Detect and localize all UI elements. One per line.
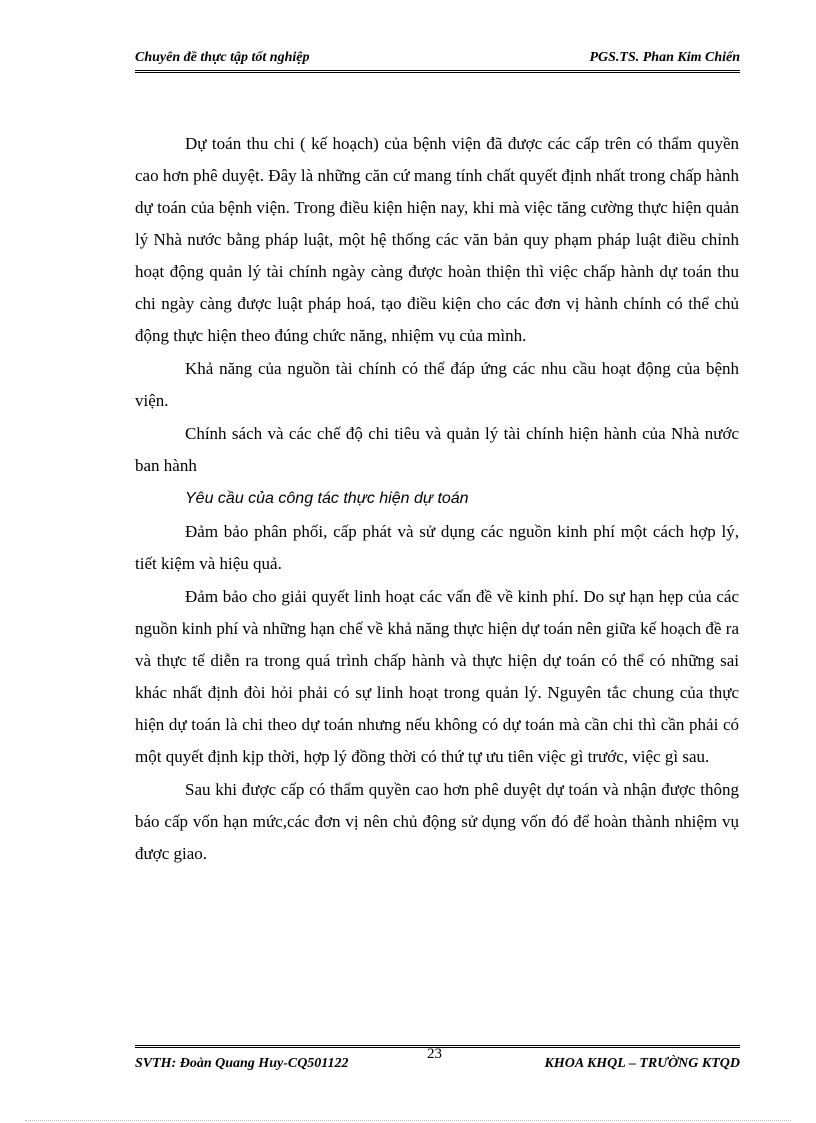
footer-student: SVTH: Đoàn Quang Huy-CQ501122	[135, 1056, 349, 1071]
paragraph-financial-capacity: Khả năng của nguồn tài chính có thể đáp ứng các nhu cầu hoạt động của bệnh viện.	[135, 359, 739, 410]
header-supervisor: PGS.TS. Phan Kim Chiến	[589, 50, 740, 65]
page-footer	[135, 1045, 740, 1080]
footer-faculty: KHOA KHQL – TRƯỜNG KTQD	[544, 1056, 740, 1071]
paragraph-after-approval: Sau khi được cấp có thẩm quyền cao hơn phê duyệt dự toán và nhận được thông báo cấp vốn hạn mức,các đơn vị nên chủ động sử dụng vốn đó để hoàn thành nhiệm vụ được giao.	[135, 780, 739, 863]
page-body	[135, 128, 739, 871]
paragraph-policy: Chính sách và các chế độ chi tiêu và quản lý tài chính hiện hành của Nhà nước ban hành	[135, 424, 739, 475]
page-number: 23	[427, 1046, 442, 1062]
header-document-title: Chuyên đề thực tập tốt nghiệp	[135, 50, 310, 65]
section-subheading: Yêu cầu của công tác thực hiện dự toán	[185, 490, 469, 507]
paragraph-budget-approval: Dự toán thu chi ( kế hoạch) của bệnh viện đã được các cấp trên có thẩm quyền cao hơn phê duyệt. Đây là những căn cứ mang tính chất quyết định nhất trong chấp hành dự toán của bệnh viện. Trong điều kiện hiện nay, khi mà việc tăng cường thực hiện quản lý Nhà nước bằng pháp luật, một hệ thống các văn bản quy phạm pháp luật điều chỉnh hoạt động quản lý tài chính ngày càng được hoàn thiện thì việc chấp hành dự toán thu chi ngày càng được luật pháp hoá, tạo điều kiện cho các đơn vị hành chính có thể chủ động thực hiện theo đúng chức năng, nhiệm vụ của mình.	[135, 134, 739, 345]
page-header	[135, 48, 740, 73]
paragraph-flexibility: Đảm bảo cho giải quyết linh hoạt các vấn đề về kinh phí. Do sự hạn hẹp của các nguồn kinh phí và những hạn chế về khả năng thực hiện dự toán nên giữa kế hoạch đề ra và thực tế diễn ra trong quá trình chấp hành và thực hiện dự toán có thể có những sai khác nhất định đòi hỏi phải có sự linh hoạt trong quản lý. Nguyên tắc chung của thực hiện dự toán là chi theo dự toán nhưng nếu không có dự toán mà cần chi thì cần phải có một quyết định kịp thời, hợp lý đồng thời có thứ tự ưu tiên việc gì trước, việc gì sau.	[135, 587, 739, 766]
paragraph-allocation: Đảm bảo phân phối, cấp phát và sử dụng các nguồn kinh phí một cách hợp lý, tiết kiệm và hiệu quả.	[135, 522, 739, 573]
page-break-divider	[25, 1120, 791, 1121]
